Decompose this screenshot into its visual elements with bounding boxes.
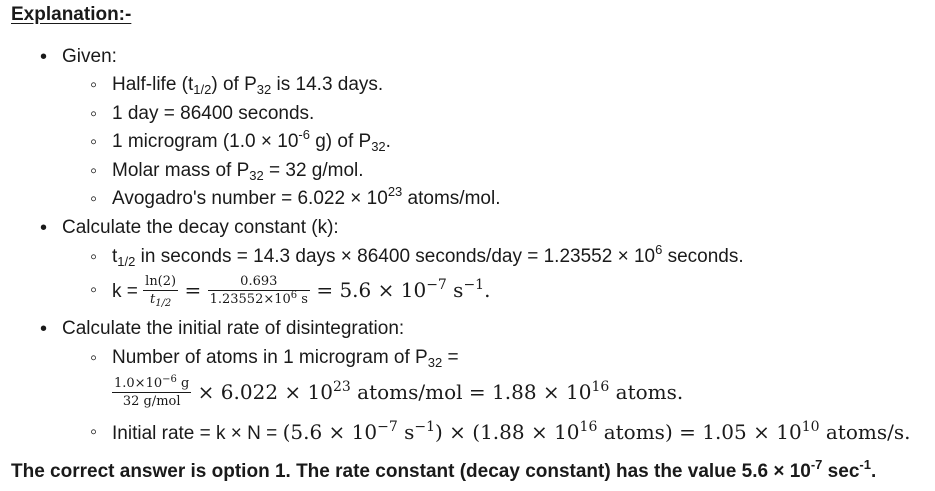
micro-sup: -6 bbox=[298, 127, 310, 142]
t-sup: 6 bbox=[655, 242, 663, 257]
t-text-b: in seconds = 14.3 days × 86400 seconds/day = 1.23552 × 10 bbox=[135, 246, 656, 267]
den-t-sub: 1/2 bbox=[155, 298, 172, 310]
t-sub: 1/2 bbox=[117, 254, 136, 269]
atoms-expr: × 6.022 × 10 bbox=[191, 380, 333, 404]
initial-rate-item bbox=[112, 420, 910, 446]
answer-sup1: -7 bbox=[810, 457, 823, 472]
halflife-sub2: 32 bbox=[256, 82, 272, 97]
day-item bbox=[112, 102, 314, 126]
avo-text-b: atoms/mol. bbox=[402, 188, 501, 209]
micro-text-b: g) of P bbox=[309, 131, 372, 152]
answer-sup2: -1 bbox=[859, 457, 871, 472]
k-value-numerator: 0.693 bbox=[240, 274, 278, 290]
atoms-sup2: 16 bbox=[591, 379, 610, 395]
avogadro-item bbox=[112, 184, 501, 211]
init-sup1: −7 bbox=[377, 419, 398, 435]
molar-mass-item bbox=[112, 159, 364, 183]
atoms-sub: 32 bbox=[427, 355, 443, 370]
mass-denominator: 32 g/mol bbox=[112, 392, 191, 411]
k-result: = 5.6 × 10 bbox=[309, 278, 427, 302]
answer-text-b: sec bbox=[822, 461, 860, 482]
den-t: t bbox=[149, 292, 156, 308]
ln2-fraction bbox=[143, 274, 178, 309]
molar-text: Molar mass of P bbox=[112, 160, 250, 181]
init-sup2: −1 bbox=[414, 419, 435, 435]
answer-text-c: . bbox=[870, 461, 877, 482]
init-text: Initial rate = k × N = bbox=[112, 423, 283, 444]
avo-sup: 23 bbox=[387, 184, 403, 199]
init-sup4: 10 bbox=[801, 419, 820, 435]
mass-fraction bbox=[112, 376, 191, 411]
mass-numerator bbox=[112, 376, 191, 392]
k-den-sup: 6 bbox=[290, 290, 298, 302]
init-expr-d: ) × (1.88 × 10 bbox=[435, 420, 580, 444]
init-expr-f: atoms/s. bbox=[819, 420, 911, 444]
avo-text: Avogadro's number = 6.022 × 10 bbox=[112, 188, 388, 209]
t-half-seconds-item bbox=[112, 242, 744, 269]
halflife-text-b: ) of P bbox=[211, 74, 257, 95]
init-sup3: 16 bbox=[579, 419, 598, 435]
init-expr-c: s bbox=[397, 420, 415, 444]
k-prefix: k = bbox=[112, 281, 144, 302]
atoms-calc bbox=[112, 370, 683, 416]
micro-sub: 32 bbox=[371, 139, 386, 154]
k-den-unit: s bbox=[297, 292, 308, 308]
atoms-item bbox=[112, 346, 459, 370]
k-unit-sup: −1 bbox=[463, 277, 485, 293]
atoms-text: Number of atoms in 1 microgram of P bbox=[112, 347, 428, 368]
k-den-text: 1.23552×10 bbox=[209, 292, 291, 308]
atoms-expr-b: atoms/mol = 1.88 × 10 bbox=[350, 380, 592, 404]
k-end: . bbox=[484, 278, 491, 302]
mass-num-text: 1.0×10 bbox=[114, 376, 163, 392]
atoms-text-b: = bbox=[442, 347, 459, 368]
mass-num-unit: g bbox=[176, 376, 190, 392]
k-value-denominator bbox=[208, 290, 310, 309]
halflife-text-c: is 14.3 days. bbox=[271, 74, 384, 95]
init-expr-e: atoms) = 1.05 × 10 bbox=[597, 420, 802, 444]
decay-label: Calculate the decay constant (k): bbox=[62, 217, 339, 238]
micro-text: 1 microgram (1.0 × 10 bbox=[112, 131, 299, 152]
rate-bullet bbox=[62, 317, 404, 341]
halflife-item bbox=[112, 73, 383, 97]
halflife-sub: 1/2 bbox=[193, 82, 212, 97]
atoms-sup1: 23 bbox=[332, 379, 351, 395]
answer-text: The correct answer is option 1. The rate constant (decay constant) has the value 5.6 × 10 bbox=[11, 461, 811, 482]
explanation-heading: Explanation:- bbox=[11, 4, 132, 25]
correct-answer-statement bbox=[11, 457, 877, 483]
ln2-denominator bbox=[143, 290, 178, 309]
decay-bullet bbox=[62, 216, 339, 240]
molar-text-b: = 32 g/mol. bbox=[263, 160, 364, 181]
day-text: 1 day = 86400 seconds. bbox=[112, 103, 315, 124]
k-unit: s bbox=[446, 278, 464, 302]
given-label: Given: bbox=[62, 46, 117, 67]
mass-num-sup: −6 bbox=[162, 374, 177, 386]
halflife-text: Half-life (t bbox=[112, 74, 194, 95]
atoms-expr-c: atoms. bbox=[609, 380, 684, 404]
t-text: t bbox=[112, 246, 118, 267]
init-expr: (5.6 × 10 bbox=[282, 420, 378, 444]
k-formula-item bbox=[112, 271, 490, 311]
microgram-item bbox=[112, 127, 391, 154]
k-value-fraction bbox=[208, 274, 310, 309]
ln2-numerator: ln(2) bbox=[145, 274, 177, 290]
micro-text-c: . bbox=[385, 131, 391, 152]
t-text-c: seconds. bbox=[662, 246, 744, 267]
k-result-sup: −7 bbox=[426, 277, 447, 293]
molar-sub: 32 bbox=[249, 168, 264, 183]
given-bullet bbox=[62, 45, 117, 69]
rate-label: Calculate the initial rate of disintegration: bbox=[62, 318, 405, 339]
k-equals: = bbox=[178, 278, 208, 302]
